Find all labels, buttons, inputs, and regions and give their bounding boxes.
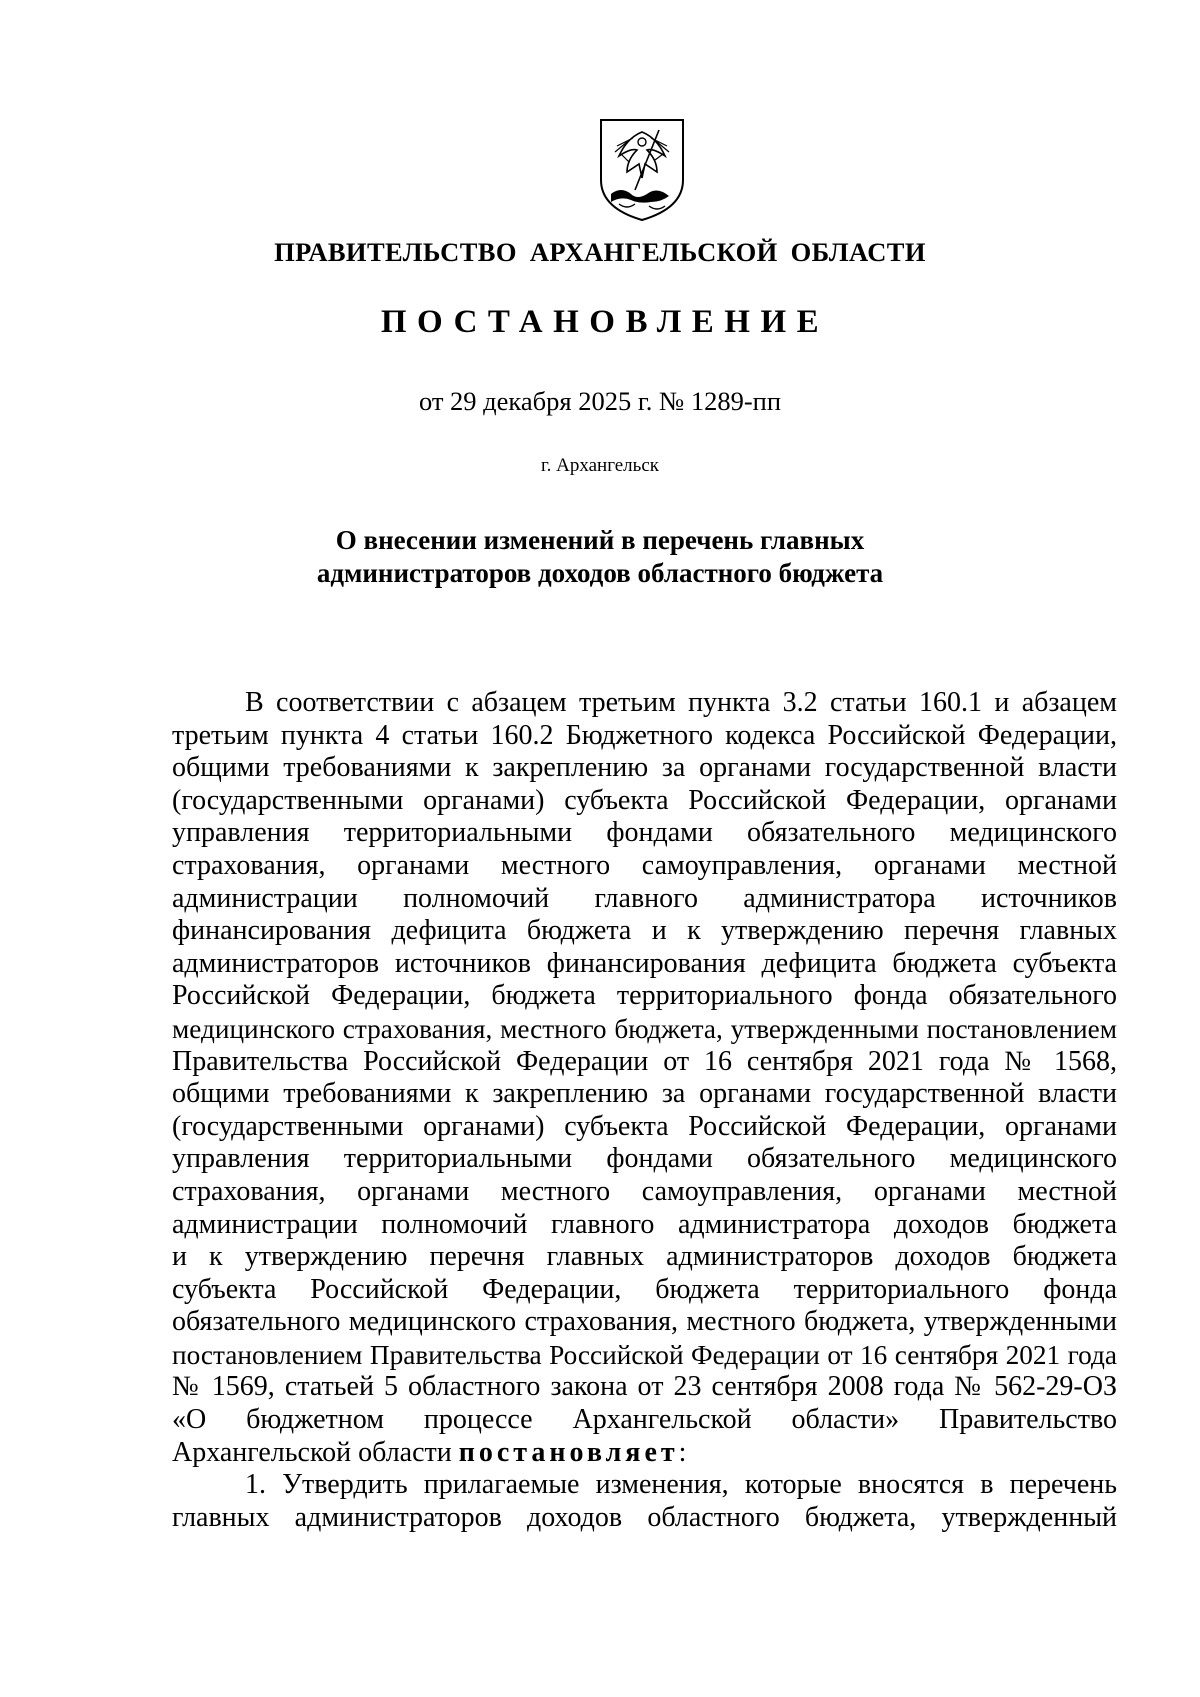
- document-body: [172, 687, 1117, 1534]
- body-line: администрации полномочий главного администратора доходов бюджета: [172, 1208, 1117, 1240]
- organization-name: ПРАВИТЕЛЬСТВО АРХАНГЕЛЬСКОЙ ОБЛАСТИ: [274, 237, 926, 267]
- body-line: третьим пункта 4 статьи 160.2 Бюджетного кодекса Российской Федерации,: [172, 719, 1117, 751]
- body-line: страхования, органами местного самоуправления, органами местной: [172, 1175, 1117, 1207]
- body-line: Правительства Российской Федерации от 16 сентября 2021 года № 1568,: [172, 1045, 1117, 1077]
- coat-of-arms-icon: [597, 116, 687, 224]
- body-line: обязательного медицинского страхования, местного бюджета, утвержденными: [172, 1306, 1117, 1338]
- body-line: управления территориальными фондами обязательного медицинского: [172, 817, 1117, 849]
- closing-colon: :: [678, 1436, 687, 1468]
- body-line: администрации полномочий главного администратора источников: [172, 882, 1117, 914]
- document-type-heading: ПОСТАНОВЛЕНИЕ: [380, 304, 830, 340]
- date-and-number: от 29 декабря 2025 г. № 1289-пп: [418, 386, 782, 416]
- body-line: Российской Федерации, бюджета территориального фонда обязательного: [172, 980, 1117, 1012]
- body-line: страхования, органами местного самоуправления, органами местной: [172, 849, 1117, 881]
- title-line: администраторов доходов областного бюджета: [316, 558, 884, 588]
- body-line: медицинского страхования, местного бюджета, утвержденными постановлением: [172, 1013, 1117, 1044]
- decree-keyword: постановляет: [458, 1436, 679, 1468]
- body-line-closing: [172, 1437, 1117, 1470]
- body-line: (государственными органами) субъекта Российской Федерации, органами: [172, 1110, 1117, 1142]
- title-line: О внесении изменений в перечень главных: [335, 525, 865, 555]
- closing-text: Архангельской области: [172, 1436, 459, 1468]
- body-line: субъекта Российской Федерации, бюджета территориального фонда: [172, 1273, 1117, 1305]
- body-line: общими требованиями к закреплению за органами государственной власти: [172, 752, 1117, 784]
- body-line-item: главных администраторов доходов областного бюджета, утвержденный: [172, 1501, 1117, 1533]
- body-line-item: 1. Утвердить прилагаемые изменения, которые вносятся в перечень: [245, 1469, 1117, 1501]
- body-line: финансирования дефицита бюджета и к утверждению перечня главных: [172, 915, 1117, 947]
- body-line: В соответствии с абзацем третьим пункта 3.2 статьи 160.1 и абзацем: [245, 687, 1117, 718]
- body-line: общими требованиями к закреплению за органами государственной власти: [172, 1078, 1117, 1110]
- body-line: постановлением Правительства Российской Федерации от 16 сентября 2021 года: [172, 1339, 1117, 1370]
- city-name: г. Архангельск: [540, 455, 659, 476]
- body-line: (государственными органами) субъекта Российской Федерации, органами: [172, 784, 1117, 816]
- body-line: управления территориальными фондами обязательного медицинского: [172, 1143, 1117, 1175]
- body-line: «О бюджетном процессе Архангельской области» Правительство: [172, 1404, 1117, 1436]
- document-title: [0, 524, 1200, 590]
- body-line: № 1569, статьей 5 областного закона от 23 сентября 2008 года № 562-29-ОЗ: [172, 1371, 1117, 1403]
- body-line: и к утверждению перечня главных администраторов доходов бюджета: [172, 1241, 1117, 1273]
- body-line: администраторов источников финансирования дефицита бюджета субъекта: [172, 947, 1117, 979]
